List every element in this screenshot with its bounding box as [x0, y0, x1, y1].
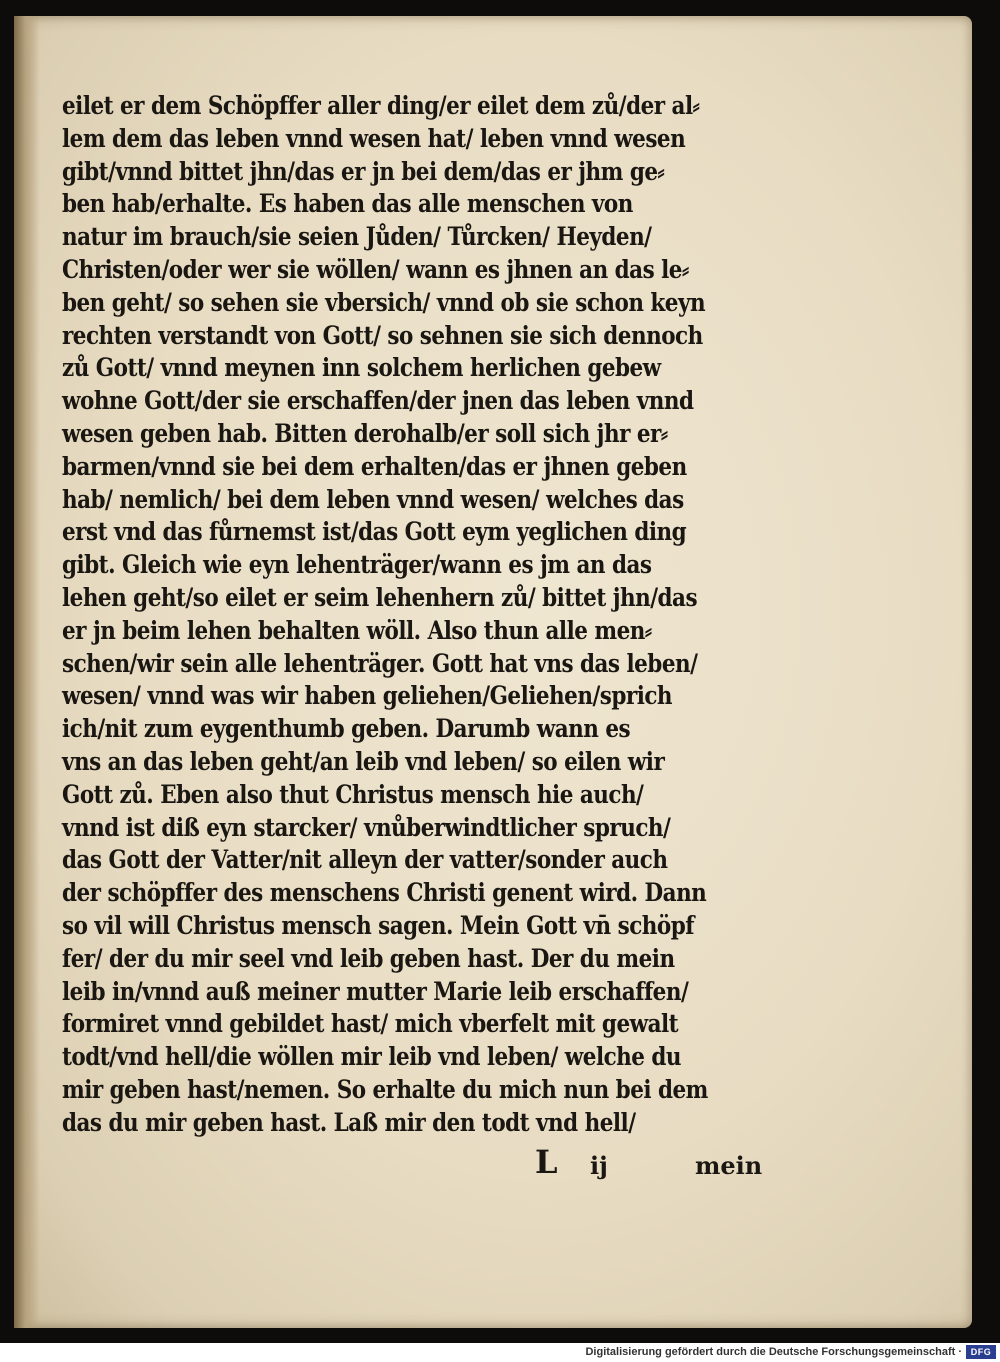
text-line: lem dem das leben vnnd wesen hat/ leben vnnd wesen: [62, 123, 686, 153]
catchwords-row: [535, 1143, 775, 1183]
text-line: barmen/vnnd sie bei dem erhalten/das er jhnen geben: [62, 451, 687, 481]
text-line: er jn beim lehen behalten wöll. Also thun alle men⸗: [62, 615, 652, 645]
text-line: lehen geht/so eilet er seim lehenhern zů/ bittet jhn/das: [62, 582, 698, 612]
text-line: Christen/oder wer sie wöllen/ wann es jhnen an das le⸗: [62, 254, 689, 284]
text-line: natur im brauch/sie seien Jůden/ Tůrcken/ Heyden/: [62, 222, 652, 252]
text-line: ben hab/erhalte. Es haben das alle menschen von: [62, 189, 633, 219]
page-text-block: [62, 90, 772, 1140]
text-line: rechten verstandt von Gott/ so sehnen sie sich dennoch: [62, 320, 703, 350]
text-line: so vil will Christus mensch sagen. Mein Gott vn̄ schöpf: [62, 910, 694, 940]
text-line: wohne Gott/der sie erschaffen/der jnen das leben vnnd: [62, 386, 694, 416]
text-line: gibt. Gleich wie eyn lehenträger/wann es jm an das: [62, 550, 652, 580]
text-line: formiret vnnd gebildet hast/ mich vberfelt mit gewalt: [62, 1009, 679, 1039]
text-line: erst vnd das fůrnemst ist/das Gott eym yeglichen ding: [62, 517, 687, 547]
dfg-logo-icon: DFG: [966, 1345, 996, 1359]
text-line: wesen geben hab. Bitten derohalb/er soll sich jhr er⸗: [62, 418, 668, 448]
text-line: gibt/vnnd bittet jhn/das er jn bei dem/das er jhm ge⸗: [62, 156, 665, 186]
text-line: das du mir geben hast. Laß mir den todt vnd hell/: [62, 1107, 636, 1137]
text-line: vns an das leben geht/an leib vnd leben/ so eilen wir: [62, 746, 665, 776]
text-line: das Gott der Vatter/nit alleyn der vatter/sonder auch: [62, 845, 668, 875]
text-line: mir geben hast/nemen. So erhalte du mich nun bei dem: [62, 1074, 708, 1104]
text-line: leib in/vnnd auß meiner mutter Marie leib erschaffen/: [62, 976, 689, 1006]
footer-bar: [0, 1343, 1000, 1362]
text-line: fer/ der du mir seel vnd leib geben hast. Der du mein: [62, 943, 675, 973]
text-line: todt/vnd hell/die wöllen mir leib vnd leben/ welche du: [62, 1042, 682, 1072]
footer-credit: Digitalisierung gefördert durch die Deutsche Forschungsgemeinschaft ·: [585, 1346, 962, 1358]
text-line: ich/nit zum eygenthumb geben. Darumb wann es: [62, 714, 631, 744]
page-gutter-shadow: [14, 16, 40, 1328]
signature-mark: L: [535, 1143, 558, 1181]
text-line: eilet er dem Schöpffer aller ding/er eilet dem zů/der al⸗: [62, 91, 700, 120]
leaf-number: ij: [590, 1151, 608, 1180]
text-line: schen/wir sein alle lehenträger. Gott hat vns das leben/: [62, 648, 698, 678]
text-line: hab/ nemlich/ bei dem leben vnnd wesen/ welches das: [62, 484, 684, 514]
text-line: Gott zů. Eben also thut Christus mensch hie auch/: [62, 779, 644, 809]
text-line: zů Gott/ vnnd meynen inn solchem herlichen gebew: [62, 353, 661, 383]
catchword: mein: [695, 1151, 763, 1180]
text-line: ben geht/ so sehen sie vbersich/ vnnd ob sie schon keyn: [62, 287, 706, 317]
text-line: der schöpffer des menschens Christi genent wird. Dann: [62, 878, 707, 908]
text-line: vnnd ist diß eyn starcker/ vnůberwindtlicher spruch/: [62, 812, 671, 842]
text-line: wesen/ vnnd was wir haben geliehen/Geliehen/sprich: [62, 681, 673, 711]
